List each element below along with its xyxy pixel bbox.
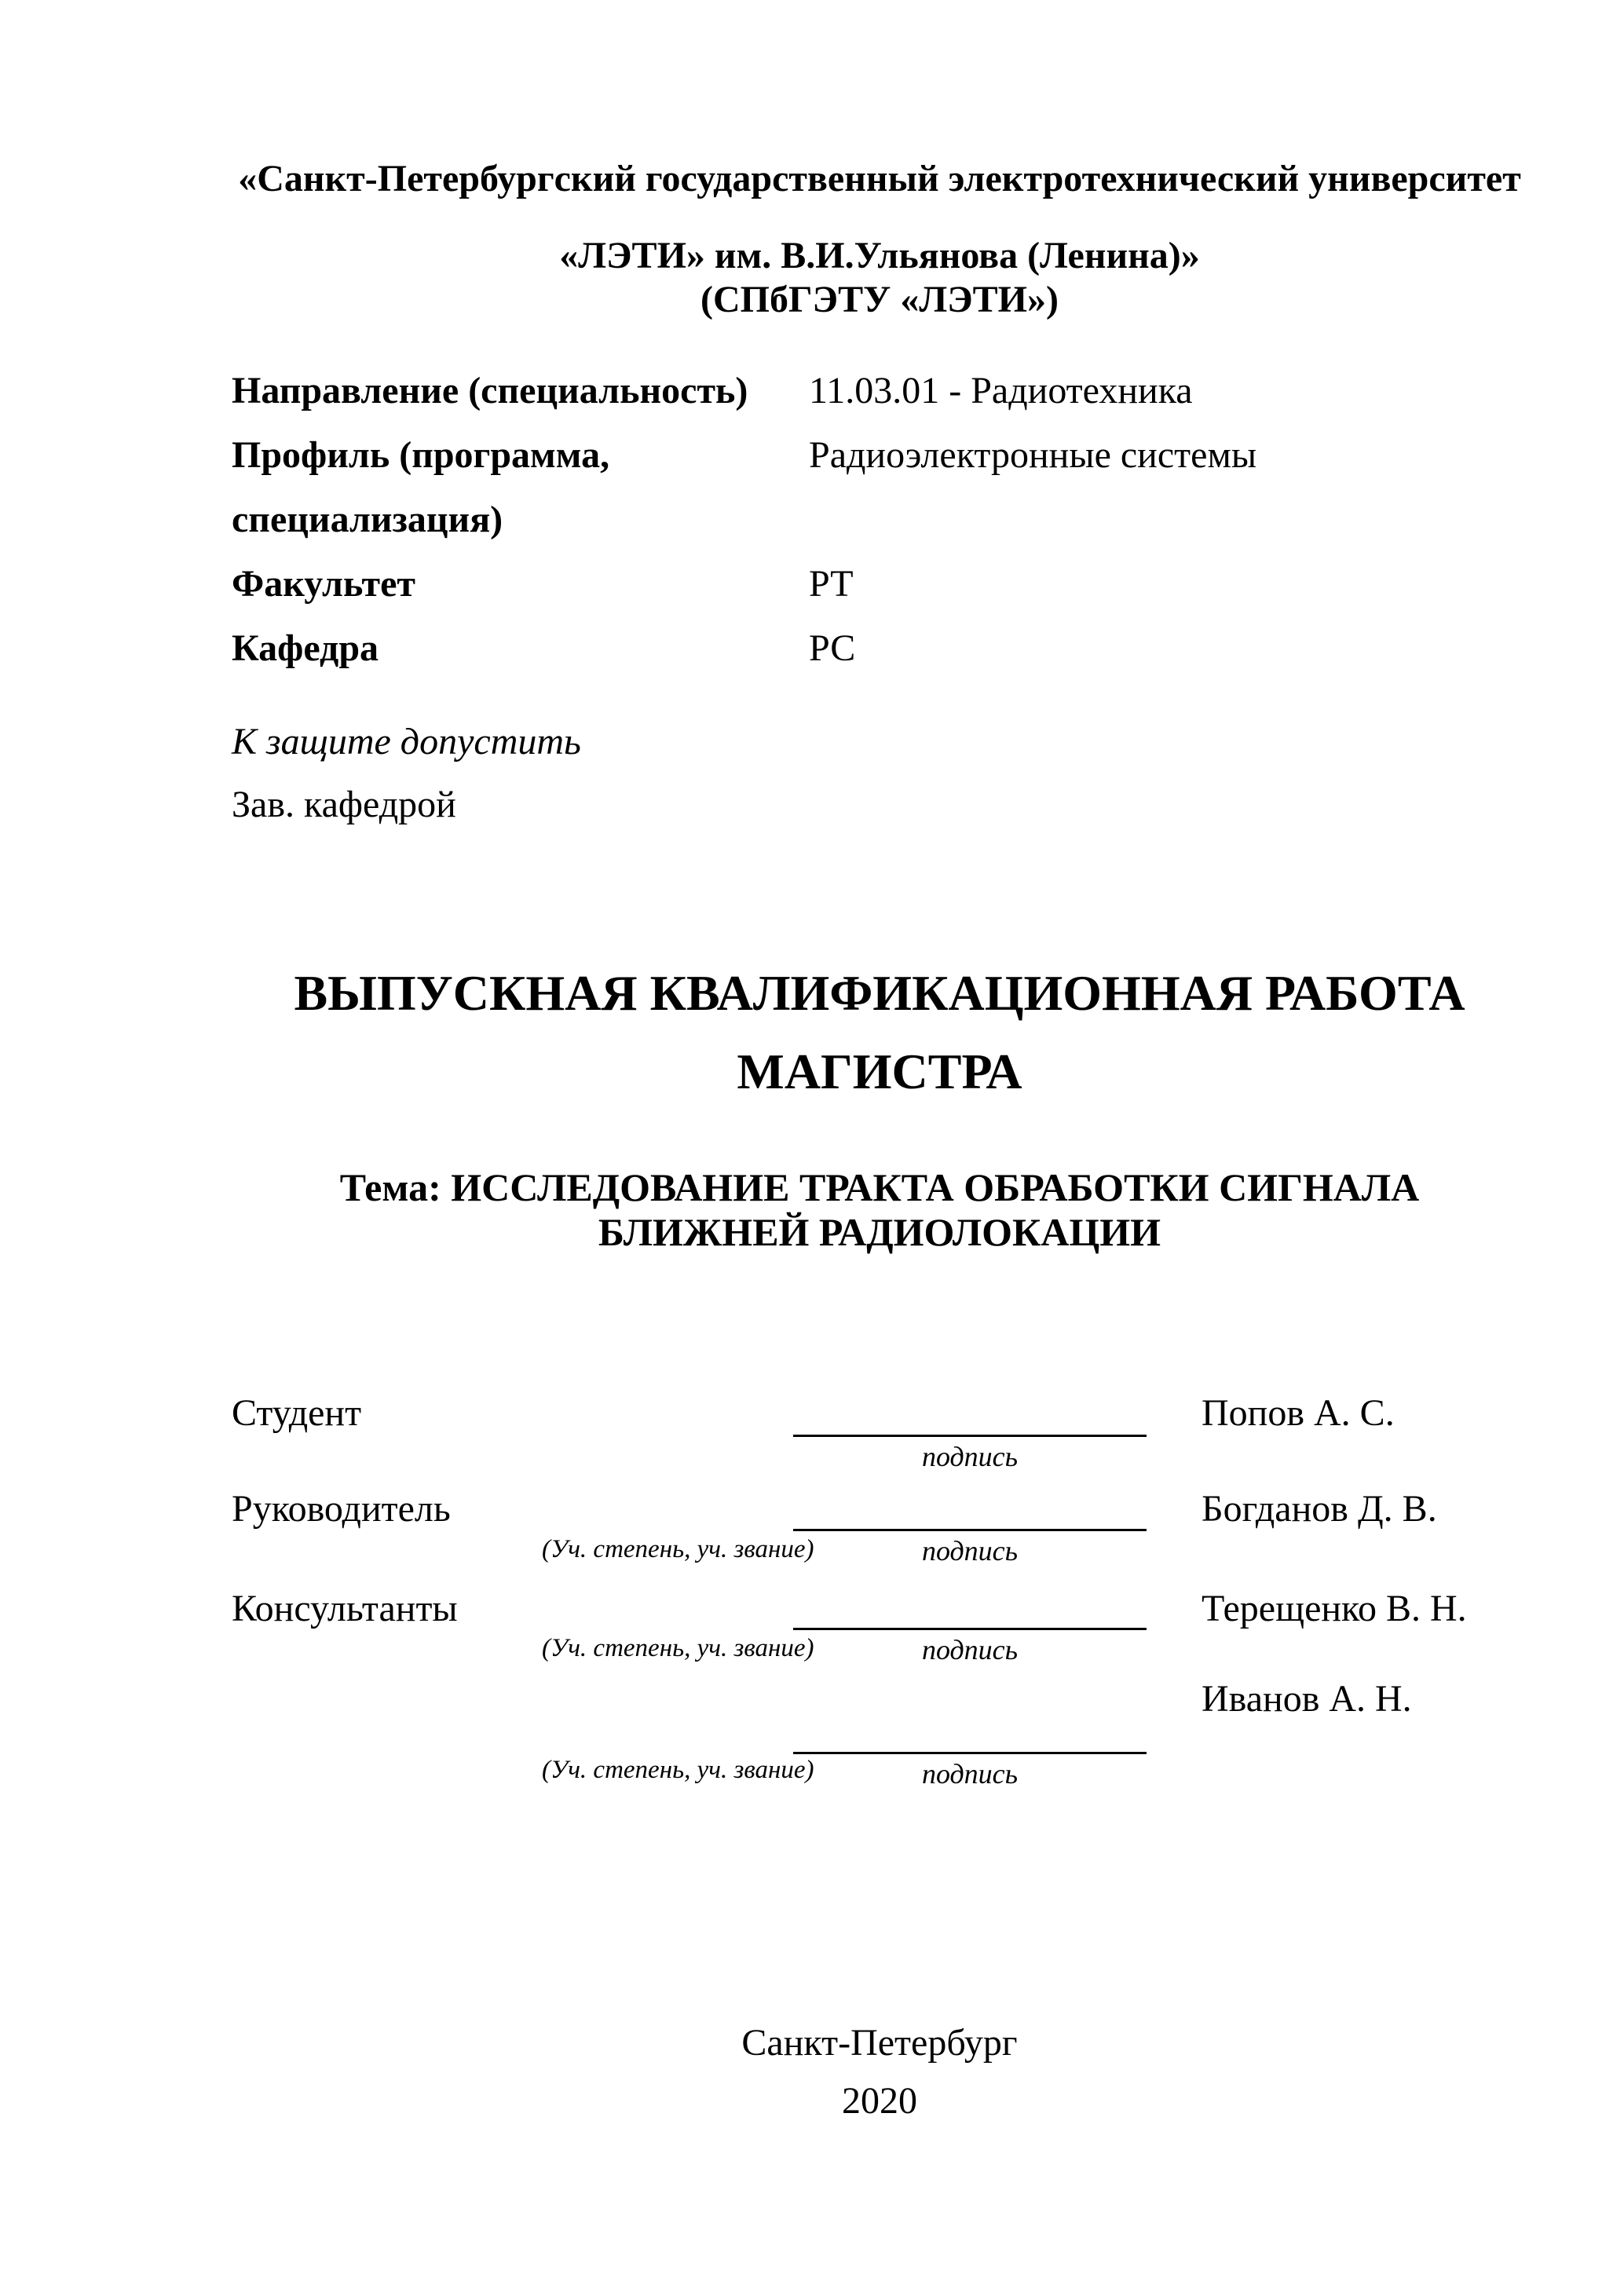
university-name-line2: «ЛЭТИ» им. В.И.Ульянова (Ленина)» [559,235,1200,276]
signature-row-student [232,1391,1527,1472]
signature-hint-consultant-2: подпись [921,1758,1019,1790]
degree-hint-consultant-1: (Уч. степень, уч. звание) [542,1634,814,1662]
person-name-consultant-2: Иванов А. Н. [1202,1678,1412,1720]
footer-city: Санкт-Петербург [741,2022,1018,2064]
signature-line-consultant-1 [793,1628,1147,1630]
person-name-student: Попов А. С. [1202,1392,1395,1434]
role-label-consultants: Консультанты [232,1588,458,1629]
university-abbreviation: (СПбГЭТУ «ЛЭТИ») [700,279,1059,320]
signature-line-student [793,1435,1147,1437]
field-label-profile: Профиль (программа, специализация) [232,434,610,540]
signature-row-consultant-2 [232,1677,1527,1790]
document-title [232,954,1527,1111]
degree-hint-consultant-2: (Уч. степень, уч. звание) [542,1756,814,1784]
footer [232,2014,1527,2130]
footer-year: 2020 [842,2080,917,2122]
thesis-theme-line2: БЛИЖНЕЙ РАДИОЛОКАЦИИ [598,1210,1161,1254]
field-label-faculty: Факультет [232,563,415,605]
signature-hint-student: подпись [921,1441,1019,1472]
field-label-department: Кафедра [232,627,379,669]
field-label-direction: Направление (специальность) [232,370,748,411]
thesis-theme-line1: Тема: ИССЛЕДОВАНИЕ ТРАКТА ОБРАБОТКИ СИГНАЛА [339,1165,1420,1209]
signature-hint-supervisor: подпись [921,1535,1019,1567]
person-name-consultant-1: Терещенко В. Н. [1202,1588,1467,1629]
university-name-line1: «Санкт-Петербургский государственный электротехнический университет [238,158,1521,199]
department-head-label: Зав. кафедрой [232,784,456,825]
signature-line-consultant-2 [793,1752,1147,1754]
admission-statement: К защите допустить [232,721,581,762]
field-value-department: РС [809,627,856,669]
admission-block [232,711,581,836]
specialty-fields [232,359,1527,681]
person-name-supervisor: Богданов Д. В. [1202,1488,1437,1530]
role-label-student: Студент [232,1392,362,1434]
signature-row-consultant-1 [232,1587,1527,1665]
field-value-profile: Радиоэлектронные системы [809,434,1257,476]
field-value-direction: 11.03.01 - Радиотехника [809,370,1193,411]
university-header [232,157,1527,322]
document-title-line2: МАГИСТРА [737,1044,1022,1099]
signature-line-supervisor [793,1529,1147,1531]
document-title-line1: ВЫПУСКНАЯ КВАЛИФИКАЦИОННАЯ РАБОТА [294,965,1465,1021]
role-label-supervisor: Руководитель [232,1488,451,1530]
signature-hint-consultant-1: подпись [921,1634,1019,1665]
field-value-faculty: РТ [809,563,854,605]
degree-hint-supervisor: (Уч. степень, уч. звание) [542,1535,814,1563]
signature-row-supervisor [232,1487,1527,1567]
thesis-theme [232,1165,1527,1255]
